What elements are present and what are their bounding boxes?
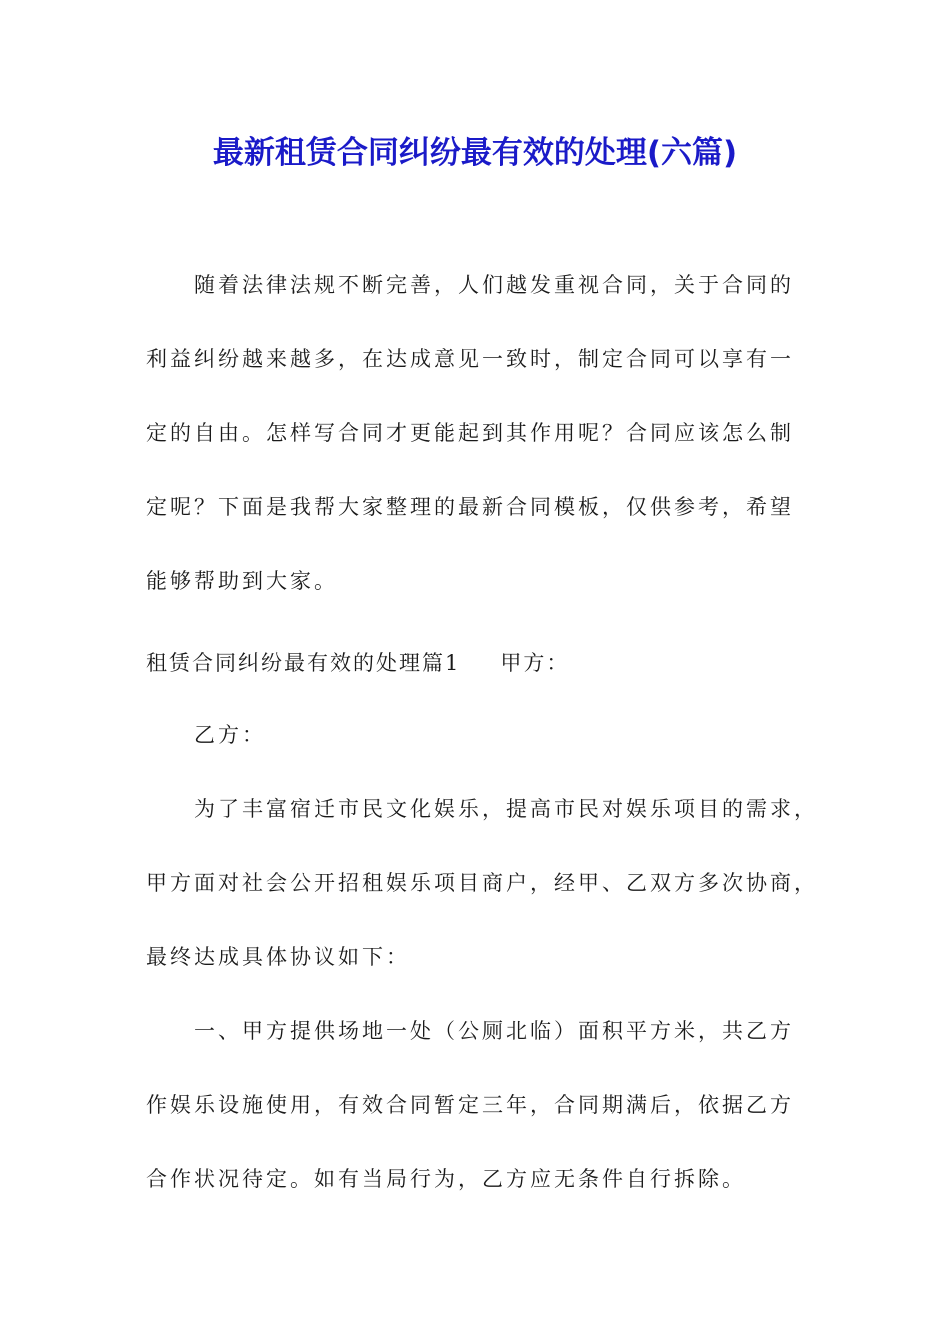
- section-heading: 租赁合同纠纷最有效的处理篇1: [146, 651, 461, 675]
- purpose-paragraph: [146, 790, 818, 1012]
- clause-line: 合作状况待定。如有当局行为，乙方应无条件自行拆除。: [146, 1167, 746, 1191]
- purpose-line: 甲方面对社会公开招租娱乐项目商户，经甲、乙双方多次协商，: [146, 871, 818, 895]
- intro-line: 定呢？下面是我帮大家整理的最新合同模板，仅供参考，希望: [146, 495, 794, 519]
- party-b-label: 乙方：: [194, 723, 266, 747]
- section-heading-row: [146, 644, 806, 682]
- intro-line: 定的自由。怎样写合同才更能起到其作用呢？合同应该怎么制: [146, 421, 794, 445]
- clause-line: 作娱乐设施使用，有效合同暂定三年，合同期满后，依据乙方: [146, 1093, 794, 1117]
- purpose-line: 为了丰富宿迁市民文化娱乐，提高市民对娱乐项目的需求，: [194, 797, 818, 821]
- intro-line: 能够帮助到大家。: [146, 569, 338, 593]
- intro-paragraph: [146, 266, 806, 636]
- purpose-line: 最终达成具体协议如下：: [146, 945, 410, 969]
- intro-line: 利益纠纷越来越多，在达成意见一致时，制定合同可以享有一: [146, 347, 794, 371]
- party-a-label: 甲方：: [500, 651, 570, 675]
- party-b-paragraph: [146, 716, 806, 790]
- document-title: 最新租赁合同纠纷最有效的处理(六篇): [212, 135, 738, 171]
- clause-1-paragraph: [146, 1012, 806, 1234]
- intro-line: 随着法律法规不断完善，人们越发重视合同，关于合同的: [194, 273, 794, 297]
- clause-line: 一、甲方提供场地一处（公厕北临）面积平方米，共乙方: [194, 1019, 794, 1043]
